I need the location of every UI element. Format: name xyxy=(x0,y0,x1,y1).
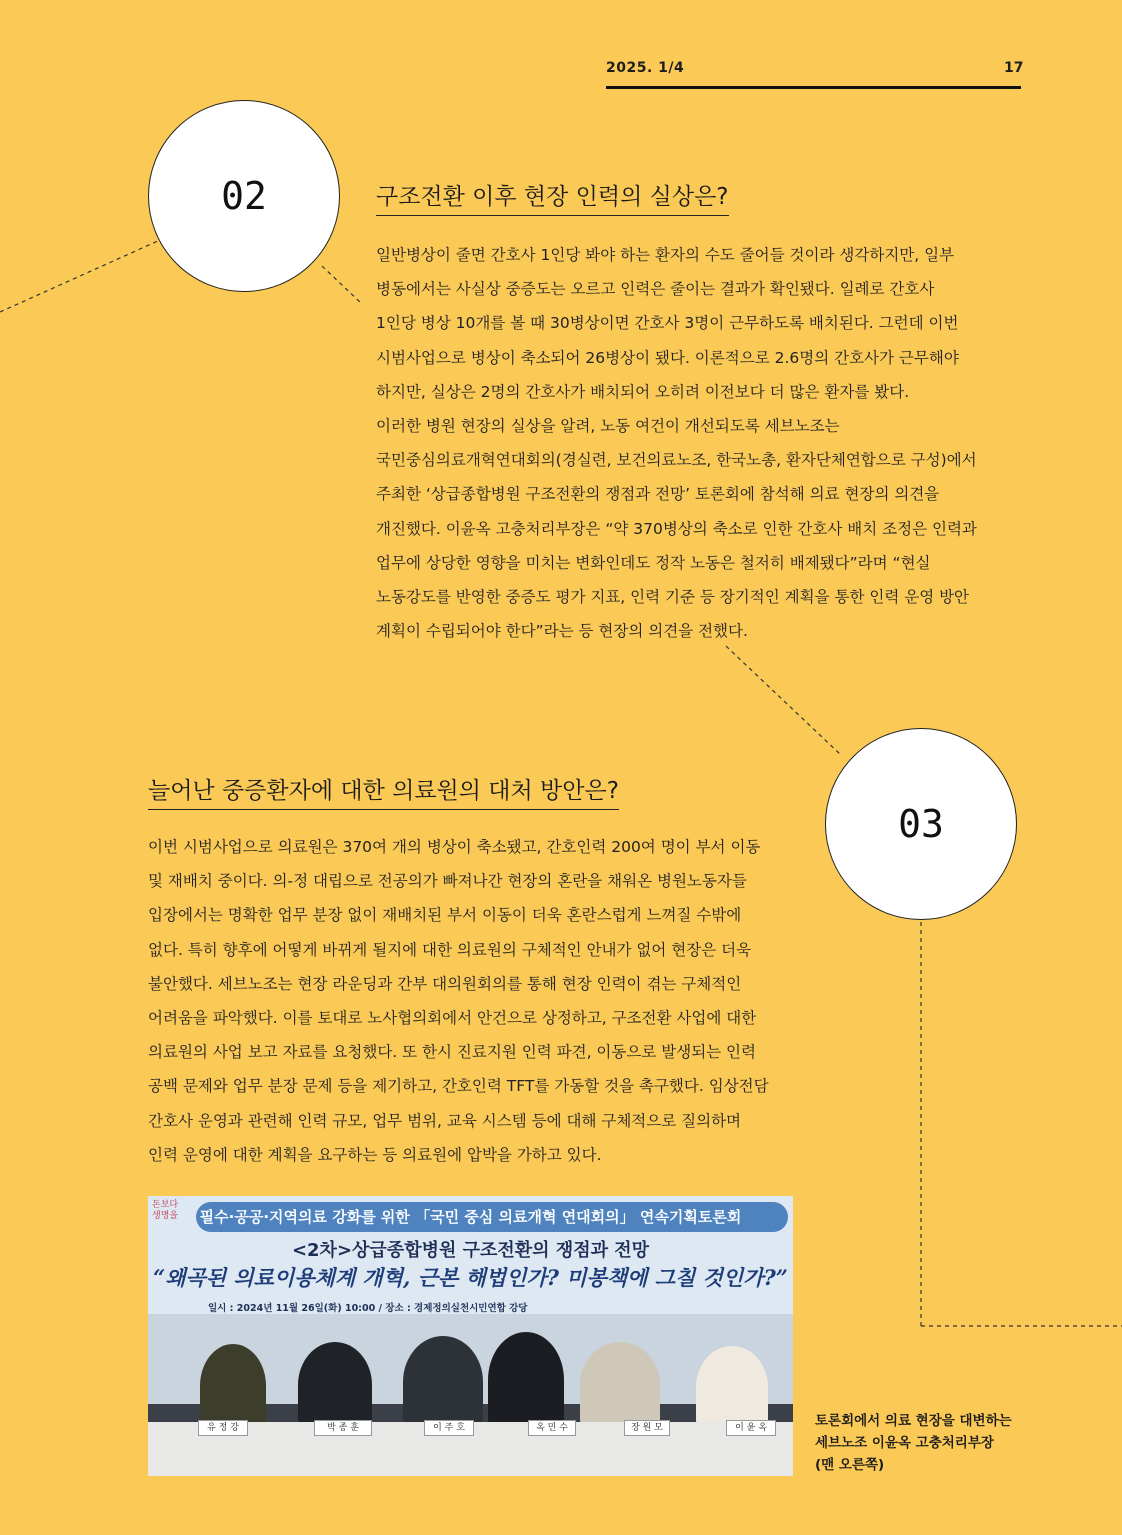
forum-photo xyxy=(148,1196,793,1476)
nameplate-1: 유 정 강 xyxy=(198,1420,248,1436)
connector-02-03 xyxy=(726,646,842,756)
photo-caption: 토론회에서 의료 현장을 대변하는 세브노조 이윤옥 고충처리부장 (맨 오른쪽) xyxy=(815,1413,1012,1473)
banner-logo: 돈보다 생명을 xyxy=(152,1200,179,1221)
banner-line-4: 일시 : 2024년 11월 26일(화) 10:00 / 장소 : 경제정의실천시민연합 강당 xyxy=(208,1303,528,1314)
banner-line-3: “왜곡된 의료이용체계 개혁, 근본 해법인가? 미봉책에 그칠 것인가?” xyxy=(153,1265,788,1290)
forum-banner xyxy=(148,1196,793,1320)
panelist-3 xyxy=(403,1336,483,1428)
section-number-02: 02 xyxy=(148,100,340,292)
section-body-02: 일반병상이 줄면 간호사 1인당 봐야 하는 환자의 수도 줄어들 것이라 생각하지만, 일부 병동에서는 사실상 중증도는 오르고 인력은 줄이는 결과가 확인됐다. 일례로 간호사 1인당 병상 10개를 볼 때 30병상이면 간호사 3명이 근무하도록 배치된다. 그런데 이번 시범사업으로 병상이 축소되어 26병상이 됐다. 이론적으로 2.6명의 간호사가 근무해야 하지만, 실상은 2명의 간호사가 배치되어 오히려 이전보다 더 많은 환자를 봤다. 이러한 병원 현장의 실상을 알려, 노동 여건이 개선되도록 세브노조는 국민중심의료개혁연대회의(경실련, 보건의료노조, 한국노총, 환자단체연합으로 구성)에서 주최한 ‘상급종합병원 구조전환의 쟁점과 전망’ 토론회에 참석해 의료 현장의 의견을 개진했다. 이윤옥 고충처리부장은 “약 370병상의 축소로 인한 간호사 배치 조정은 인력과 업무에 상당한 영향을 미치는 변화인데도 정작 노동은 철저히 배제됐다”라며 “현실 노동강도를 반영한 중증도 평가 지표, 인력 기준 등 장기적인 계획을 통한 인력 운영 방안 계획이 수립되어야 한다”라는 등 현장의 의견을 전했다. xyxy=(376,246,977,641)
panelist-4 xyxy=(488,1332,564,1428)
panelist-5 xyxy=(580,1342,660,1428)
issue-date: 2025. 1/4 xyxy=(606,60,685,76)
connector-02-right xyxy=(322,266,360,302)
banner-line-1: 필수·공공·지역의료 강화를 위한 「국민 중심 의료개혁 연대회의」 연속기획토론회 xyxy=(199,1208,742,1226)
nameplate-4: 옥 민 수 xyxy=(528,1420,576,1436)
section-heading-03: 늘어난 중증환자에 대한 의료원의 대처 방안은? xyxy=(148,772,619,810)
nameplate-2: 박 종 훈 xyxy=(314,1420,372,1436)
section-number-03: 03 xyxy=(825,728,1017,920)
panelist-6 xyxy=(696,1346,768,1428)
page-number: 17 xyxy=(1004,60,1024,76)
section-body-03: 이번 시범사업으로 의료원은 370여 개의 병상이 축소됐고, 간호인력 200여 명이 부서 이동 및 재배치 중이다. 의-정 대립으로 전공의가 빠져나간 현장의 혼란을 채워온 병원노동자들 입장에서는 명확한 업무 분장 없이 재배치된 부서 이동이 더욱 혼란스럽게 느껴질 수밖에 없다. 특히 향후에 어떻게 바뀌게 될지에 대한 의료원의 구체적인 안내가 없어 현장은 더욱 불안했다. 세브노조는 현장 라운딩과 간부 대의원회의를 통해 현장 인력이 겪는 구체적인 어려움을 파악했다. 이를 토대로 노사협의회에서 안건으로 상정하고, 구조전환 사업에 대한 의료원의 사업 보고 자료를 요청했다. 또 한시 진료지원 인력 파견, 이동으로 발생되는 인력 공백 문제와 업무 분장 문제 등을 제기하고, 간호인력 TFT를 가동할 것을 촉구했다. 임상전담 간호사 운영과 관련해 인력 규모, 업무 범위, 교육 시스템 등에 대해 구체적으로 질의하며 인력 운영에 대한 계획을 요구하는 등 의료원에 압박을 가하고 있다. xyxy=(148,838,769,1164)
nameplate-5: 장 원 모 xyxy=(624,1420,670,1436)
nameplate-6: 이 윤 옥 xyxy=(726,1420,776,1436)
connector-02-left xyxy=(0,240,160,312)
panelist-2 xyxy=(298,1342,372,1428)
section-heading-02: 구조전환 이후 현장 인력의 실상은? xyxy=(376,178,729,216)
banner-line-2: <2차>상급종합병원 구조전환의 쟁점과 전망 xyxy=(291,1240,650,1261)
panelist-1 xyxy=(200,1344,266,1428)
nameplate-3: 이 주 호 xyxy=(424,1420,474,1436)
